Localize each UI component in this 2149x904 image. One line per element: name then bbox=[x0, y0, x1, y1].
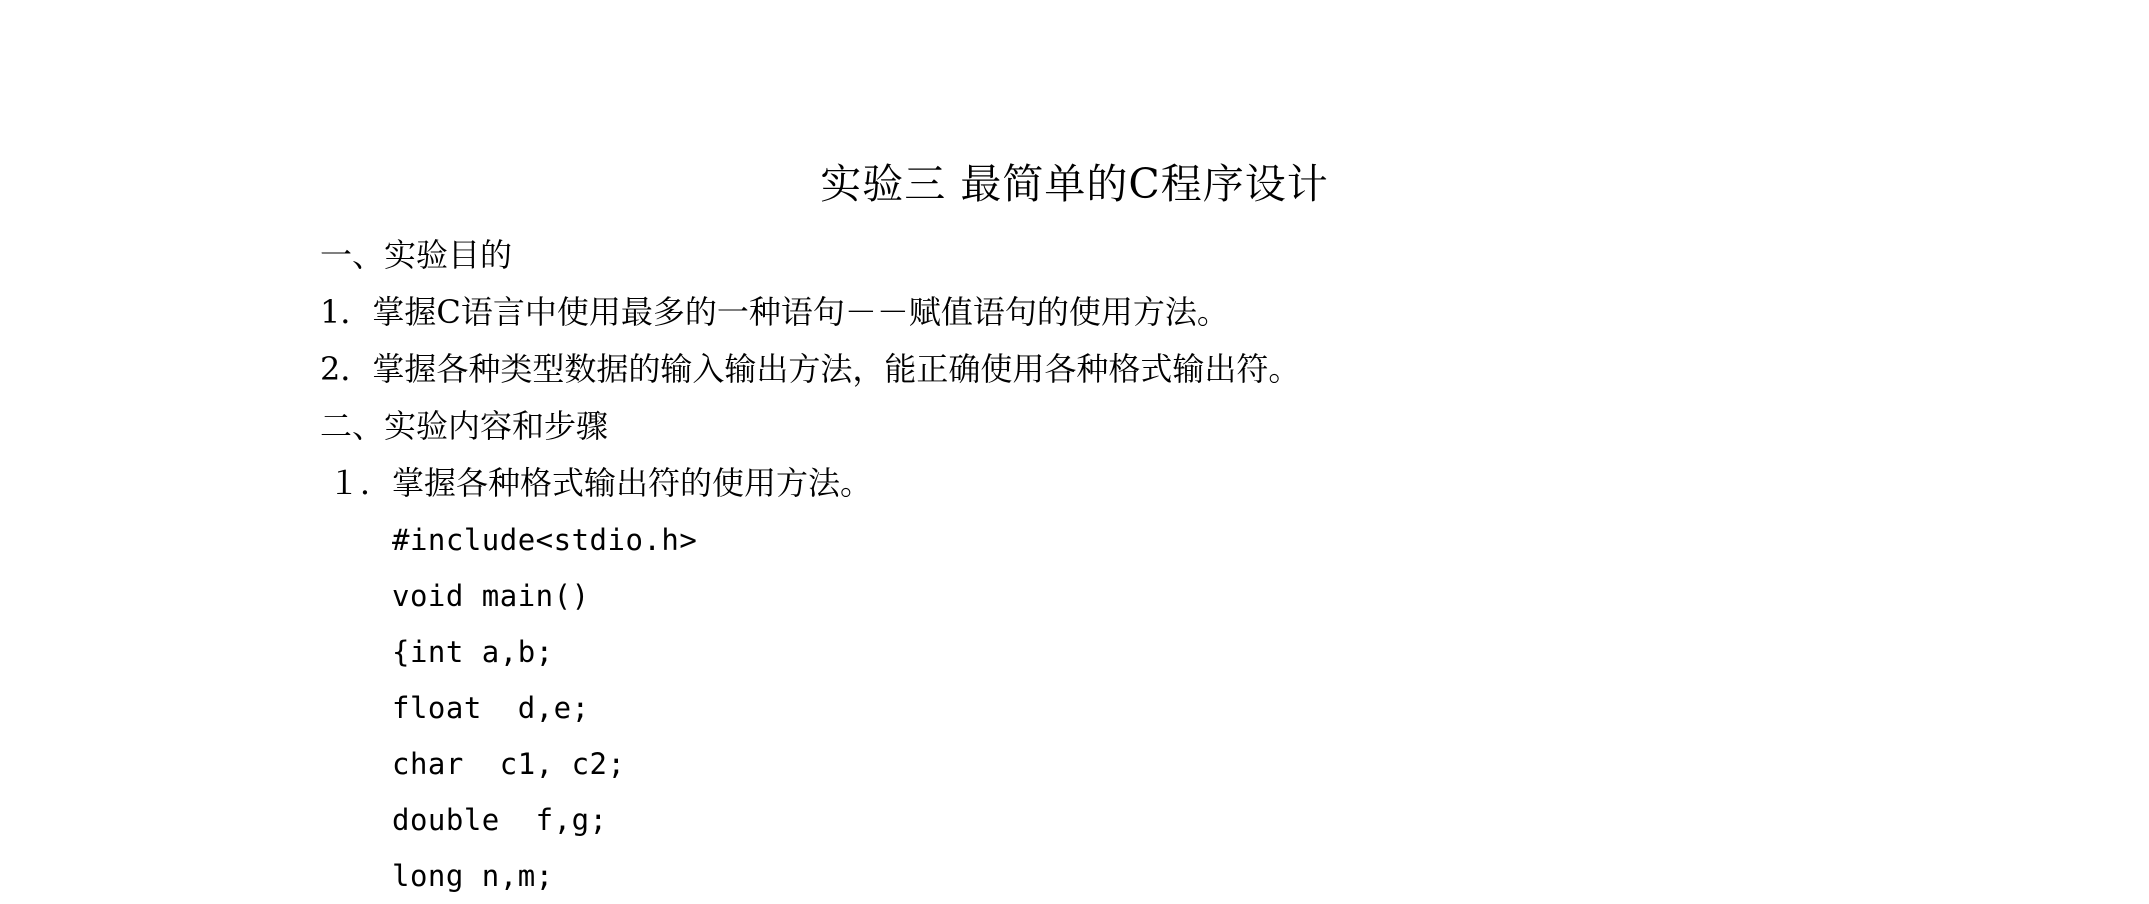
purpose-item-2: 2．掌握各种类型数据的输入输出方法，能正确使用各种格式输出符。 bbox=[320, 350, 1301, 389]
code-line-int-decl: {int a,b; bbox=[392, 635, 554, 670]
document-body bbox=[0, 209, 2149, 904]
section-heading-content: 二、实验内容和步骤 bbox=[320, 407, 609, 446]
section-heading-purpose: 一、实验目的 bbox=[320, 236, 513, 275]
code-line-double-decl: double f,g; bbox=[392, 803, 608, 838]
code-line-char-decl: char c1, c2; bbox=[392, 747, 626, 782]
code-line-include: #include<stdio.h> bbox=[392, 523, 698, 558]
purpose-item-1: 1．掌握C语言中使用最多的一种语句－－赋值语句的使用方法。 bbox=[320, 293, 1229, 332]
content-item-1: １．掌握各种格式输出符的使用方法。 bbox=[328, 464, 873, 503]
code-line-main: void main() bbox=[392, 579, 590, 614]
code-line-float-decl: float d,e; bbox=[392, 691, 590, 726]
page-title: 实验三 最简单的C程序设计 bbox=[820, 160, 1329, 208]
code-line-long-decl: long n,m; bbox=[392, 859, 554, 894]
